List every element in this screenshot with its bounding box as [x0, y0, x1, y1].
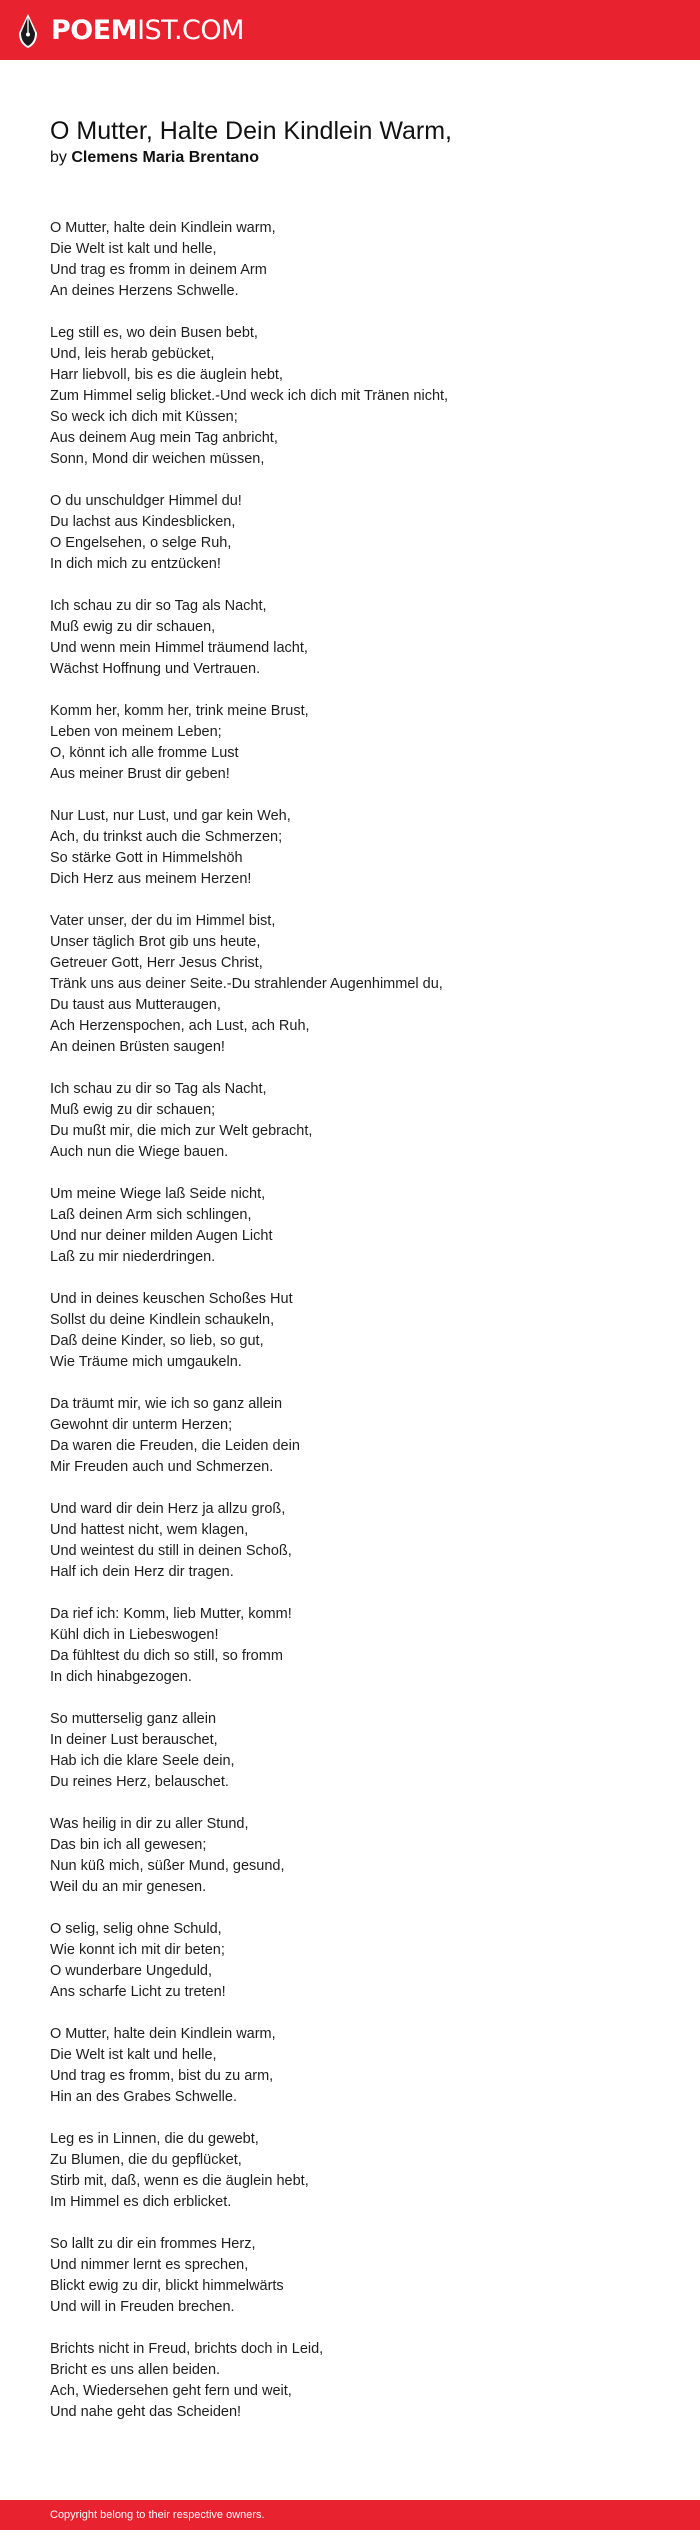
- poem-line: Auch nun die Wiege bauen.: [50, 1144, 229, 1160]
- poem-title: O Mutter, Halte Dein Kindlein Warm,: [50, 117, 452, 145]
- poem-line: Und weintest du still in deinen Schoß,: [50, 1543, 292, 1559]
- poem-line: Stirb mit, daß, wenn es die äuglein hebt,: [50, 2173, 309, 2189]
- poem-line: Und nimmer lernt es sprechen,: [50, 2257, 249, 2273]
- poem-line: Gewohnt dir unterm Herzen;: [50, 1417, 233, 1433]
- poem-line: O, könnt ich alle fromme Lust: [50, 745, 239, 761]
- poem-line: Ich schau zu dir so Tag als Nacht,: [50, 1081, 267, 1097]
- poem-line: Was heilig in dir zu aller Stund,: [50, 1816, 249, 1832]
- logo-text-light: IST.COM: [137, 15, 244, 46]
- poem-line: Leg es in Linnen, die du gewebt,: [50, 2131, 259, 2147]
- poem-line: O du unschuldger Himmel du!: [50, 493, 242, 509]
- stanza: [50, 1289, 670, 1373]
- site-footer: [0, 2500, 700, 2530]
- poem-line: Und will in Freuden brechen.: [50, 2299, 235, 2315]
- poem-line: Du mußt mir, die mich zur Welt gebracht,: [50, 1123, 313, 1139]
- poem-line: Da träumt mir, wie ich so ganz allein: [50, 1396, 283, 1412]
- poem-line: Brichts nicht in Freud, brichts doch in Leid,: [50, 2341, 324, 2357]
- poem-line: Und, leis herab gebücket,: [50, 346, 215, 362]
- poem-line: Dich Herz aus meinem Herzen!: [50, 871, 252, 887]
- poem-line: Bricht es uns allen beiden.: [50, 2362, 221, 2378]
- poem-line: Und wenn mein Himmel träumend lacht,: [50, 640, 308, 656]
- poem-line: Leg still es, wo dein Busen bebt,: [50, 325, 258, 341]
- poem-line: Da fühltest du dich so still, so fromm: [50, 1648, 283, 1664]
- logo-text-bold: POEM: [51, 15, 138, 46]
- poem-line: Und ward dir dein Herz ja allzu groß,: [50, 1501, 286, 1517]
- poem-line: O Mutter, halte dein Kindlein warm,: [50, 2026, 276, 2042]
- poem-body: [50, 218, 670, 2444]
- poem-line: Nun küß mich, süßer Mund, gesund,: [50, 1858, 285, 1874]
- poem-line: Getreuer Gott, Herr Jesus Christ,: [50, 955, 263, 971]
- poem-line: O Engelsehen, o selge Ruh,: [50, 535, 232, 551]
- byline: [50, 148, 670, 168]
- poem-line: Ach, du trinkst auch die Schmerzen;: [50, 829, 283, 845]
- poem-line: Vater unser, der du im Himmel bist,: [50, 913, 276, 929]
- stanza: [50, 1919, 670, 2003]
- poem-line: Mir Freuden auch und Schmerzen.: [50, 1459, 274, 1475]
- poem-line: Die Welt ist kalt und helle,: [50, 2047, 217, 2063]
- poem-line: Zum Himmel selig blicket.-Und weck ich dich mit Tränen nicht,: [50, 388, 449, 404]
- poem-line: Du reines Herz, belauschet.: [50, 1774, 229, 1790]
- poem-line: Harr liebvoll, bis es die äuglein hebt,: [50, 367, 283, 383]
- poem-line: Aus meiner Brust dir geben!: [50, 766, 230, 782]
- poem-line: Leben von meinem Leben;: [50, 724, 222, 740]
- copyright-text: Copyright belong to their respective owners.: [50, 2509, 265, 2521]
- poem-line: So stärke Gott in Himmelshöh: [50, 850, 243, 866]
- poem-line: Die Welt ist kalt und helle,: [50, 241, 217, 257]
- poem-line: In deiner Lust berauschet,: [50, 1732, 218, 1748]
- stanza: [50, 323, 670, 470]
- site-header: [0, 0, 700, 60]
- poem-line: Laß zu mir niederdringen.: [50, 1249, 216, 1265]
- poem-line: Blickt ewig zu dir, blickt himmelwärts: [50, 2278, 284, 2294]
- poem-line: Ach Herzenspochen, ach Lust, ach Ruh,: [50, 1018, 310, 1034]
- poem-line: Wie Träume mich umgaukeln.: [50, 1354, 242, 1370]
- poem-line: So mutterselig ganz allein: [50, 1711, 217, 1727]
- poem-line: Sollst du deine Kindlein schaukeln,: [50, 1312, 275, 1328]
- stanza: [50, 1604, 670, 1688]
- poem-line: So weck ich dich mit Küssen;: [50, 409, 238, 425]
- poem-line: Du taust aus Mutteraugen,: [50, 997, 221, 1013]
- stanza: [50, 1079, 670, 1163]
- poem-line: Und trag es fromm in deinem Arm: [50, 262, 267, 278]
- stanza: [50, 806, 670, 890]
- site-logo[interactable]: [17, 13, 244, 49]
- poem-line: Laß deinen Arm sich schlingen,: [50, 1207, 252, 1223]
- pen-nib-icon: [17, 13, 39, 49]
- stanza: [50, 1394, 670, 1478]
- poem-line: Tränk uns aus deiner Seite.-Du strahlender Augenhimmel du,: [50, 976, 443, 992]
- stanza: [50, 2129, 670, 2213]
- poem-line: Hab ich die klare Seele dein,: [50, 1753, 235, 1769]
- poem-line: Unser täglich Brot gib uns heute,: [50, 934, 261, 950]
- poem-line: Nur Lust, nur Lust, und gar kein Weh,: [50, 808, 291, 824]
- stanza: [50, 2234, 670, 2318]
- poem-line: Half ich dein Herz dir tragen.: [50, 1564, 234, 1580]
- logo-text: [51, 13, 244, 49]
- byline-prefix: by: [50, 149, 67, 166]
- poem-line: An deines Herzens Schwelle.: [50, 283, 239, 299]
- poem-line: Hin an des Grabes Schwelle.: [50, 2089, 237, 2105]
- stanza: [50, 1814, 670, 1898]
- poem-line: Ich schau zu dir so Tag als Nacht,: [50, 598, 267, 614]
- poem-line: In dich mich zu entzücken!: [50, 556, 221, 572]
- stanza: [50, 1499, 670, 1583]
- poem-line: Und trag es fromm, bist du zu arm,: [50, 2068, 274, 2084]
- stanza: [50, 2024, 670, 2108]
- poem-line: Da rief ich: Komm, lieb Mutter, komm!: [50, 1606, 292, 1622]
- stanza: [50, 701, 670, 785]
- poem-line: Aus deinem Aug mein Tag anbricht,: [50, 430, 278, 446]
- stanza: [50, 218, 670, 302]
- poem-line: O selig, selig ohne Schuld,: [50, 1921, 222, 1937]
- poem-line: Wie konnt ich mit dir beten;: [50, 1942, 225, 1958]
- poem-line: Komm her, komm her, trink meine Brust,: [50, 703, 309, 719]
- poem-line: Kühl dich in Liebeswogen!: [50, 1627, 219, 1643]
- poem-line: Und nahe geht das Scheiden!: [50, 2404, 242, 2420]
- poem-line: Das bin ich all gewesen;: [50, 1837, 207, 1853]
- poem-line: In dich hinabgezogen.: [50, 1669, 192, 1685]
- stanza: [50, 596, 670, 680]
- poem-line: Muß ewig zu dir schauen;: [50, 1102, 216, 1118]
- poem-line: Um meine Wiege laß Seide nicht,: [50, 1186, 266, 1202]
- poem-line: Wächst Hoffnung und Vertrauen.: [50, 661, 261, 677]
- stanza: [50, 491, 670, 575]
- poem-line: Und hattest nicht, wem klagen,: [50, 1522, 249, 1538]
- stanza: [50, 1184, 670, 1268]
- poem-heading: [50, 115, 670, 168]
- poem-line: Sonn, Mond dir weichen müssen,: [50, 451, 265, 467]
- poem-line: Du lachst aus Kindesblicken,: [50, 514, 236, 530]
- poem-line: O wunderbare Ungeduld,: [50, 1963, 213, 1979]
- poem-line: Und in deines keuschen Schoßes Hut: [50, 1291, 293, 1307]
- poem-line: Daß deine Kinder, so lieb, so gut,: [50, 1333, 264, 1349]
- poem-line: Da waren die Freuden, die Leiden dein: [50, 1438, 300, 1454]
- stanza: [50, 2339, 670, 2423]
- poem-line: Muß ewig zu dir schauen,: [50, 619, 216, 635]
- poem-line: Und nur deiner milden Augen Licht: [50, 1228, 273, 1244]
- author-name[interactable]: Clemens Maria Brentano: [71, 149, 259, 166]
- poem-line: Weil du an mir genesen.: [50, 1879, 207, 1895]
- poem-line: An deinen Brüsten saugen!: [50, 1039, 225, 1055]
- stanza: [50, 1709, 670, 1793]
- poem-line: So lallt zu dir ein frommes Herz,: [50, 2236, 256, 2252]
- poem-line: Ach, Wiedersehen geht fern und weit,: [50, 2383, 292, 2399]
- poem-line: Ans scharfe Licht zu treten!: [50, 1984, 226, 2000]
- poem-line: O Mutter, halte dein Kindlein warm,: [50, 220, 276, 236]
- stanza: [50, 911, 670, 1058]
- poem-line: Zu Blumen, die du gepflücket,: [50, 2152, 242, 2168]
- poem-line: Im Himmel es dich erblicket.: [50, 2194, 232, 2210]
